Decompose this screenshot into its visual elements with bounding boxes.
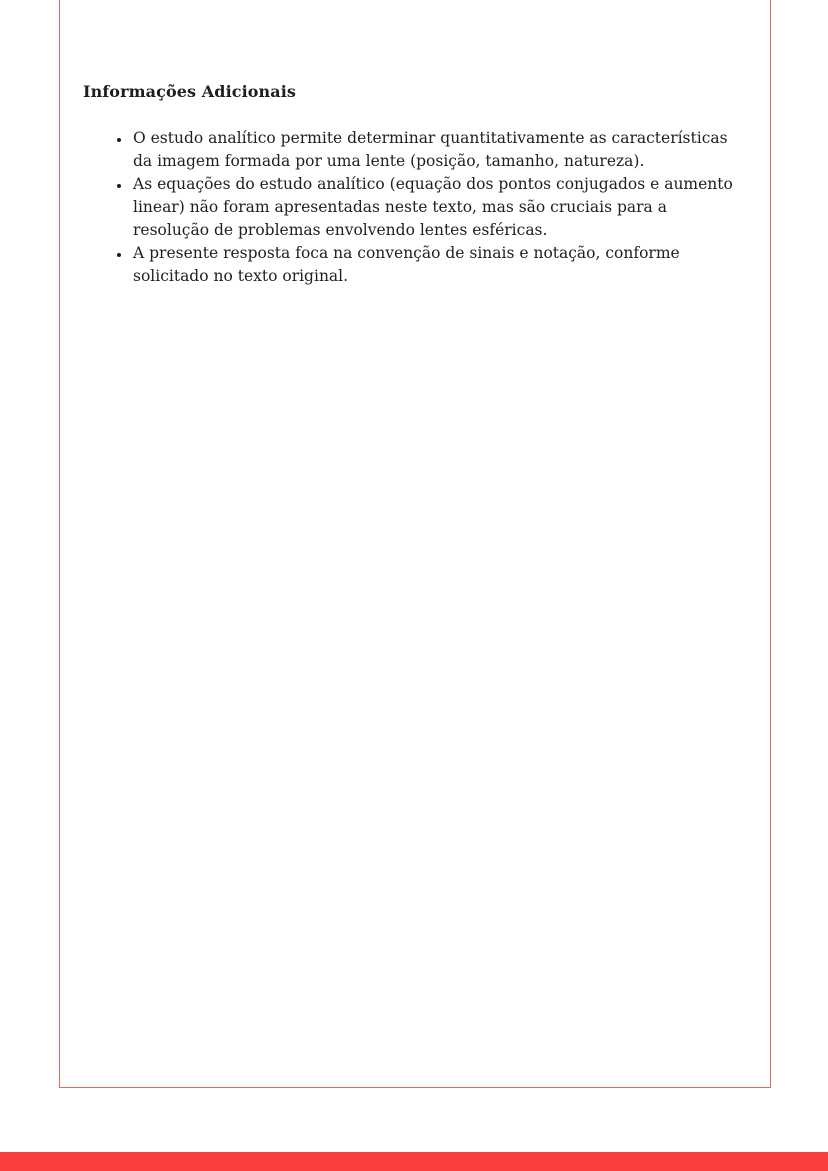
content-frame xyxy=(59,0,771,1088)
list-item: • A presente resposta foca na convenção de sinais e notação, conforme solicitado no texto original. xyxy=(131,242,744,288)
list-item: • As equações do estudo analítico (equação dos pontos conjugados e aumento linear) não foram apresentadas neste texto, mas são cruciais para a resolução de problemas envolvendo lentes esféricas. xyxy=(131,173,744,242)
footer-bar xyxy=(0,1152,828,1171)
section-heading: Informações Adicionais xyxy=(83,82,297,101)
bullet-list xyxy=(83,127,744,288)
list-item: • O estudo analítico permite determinar quantitativamente as características da imagem formada por uma lente (posição, tamanho, natureza). xyxy=(131,127,744,173)
